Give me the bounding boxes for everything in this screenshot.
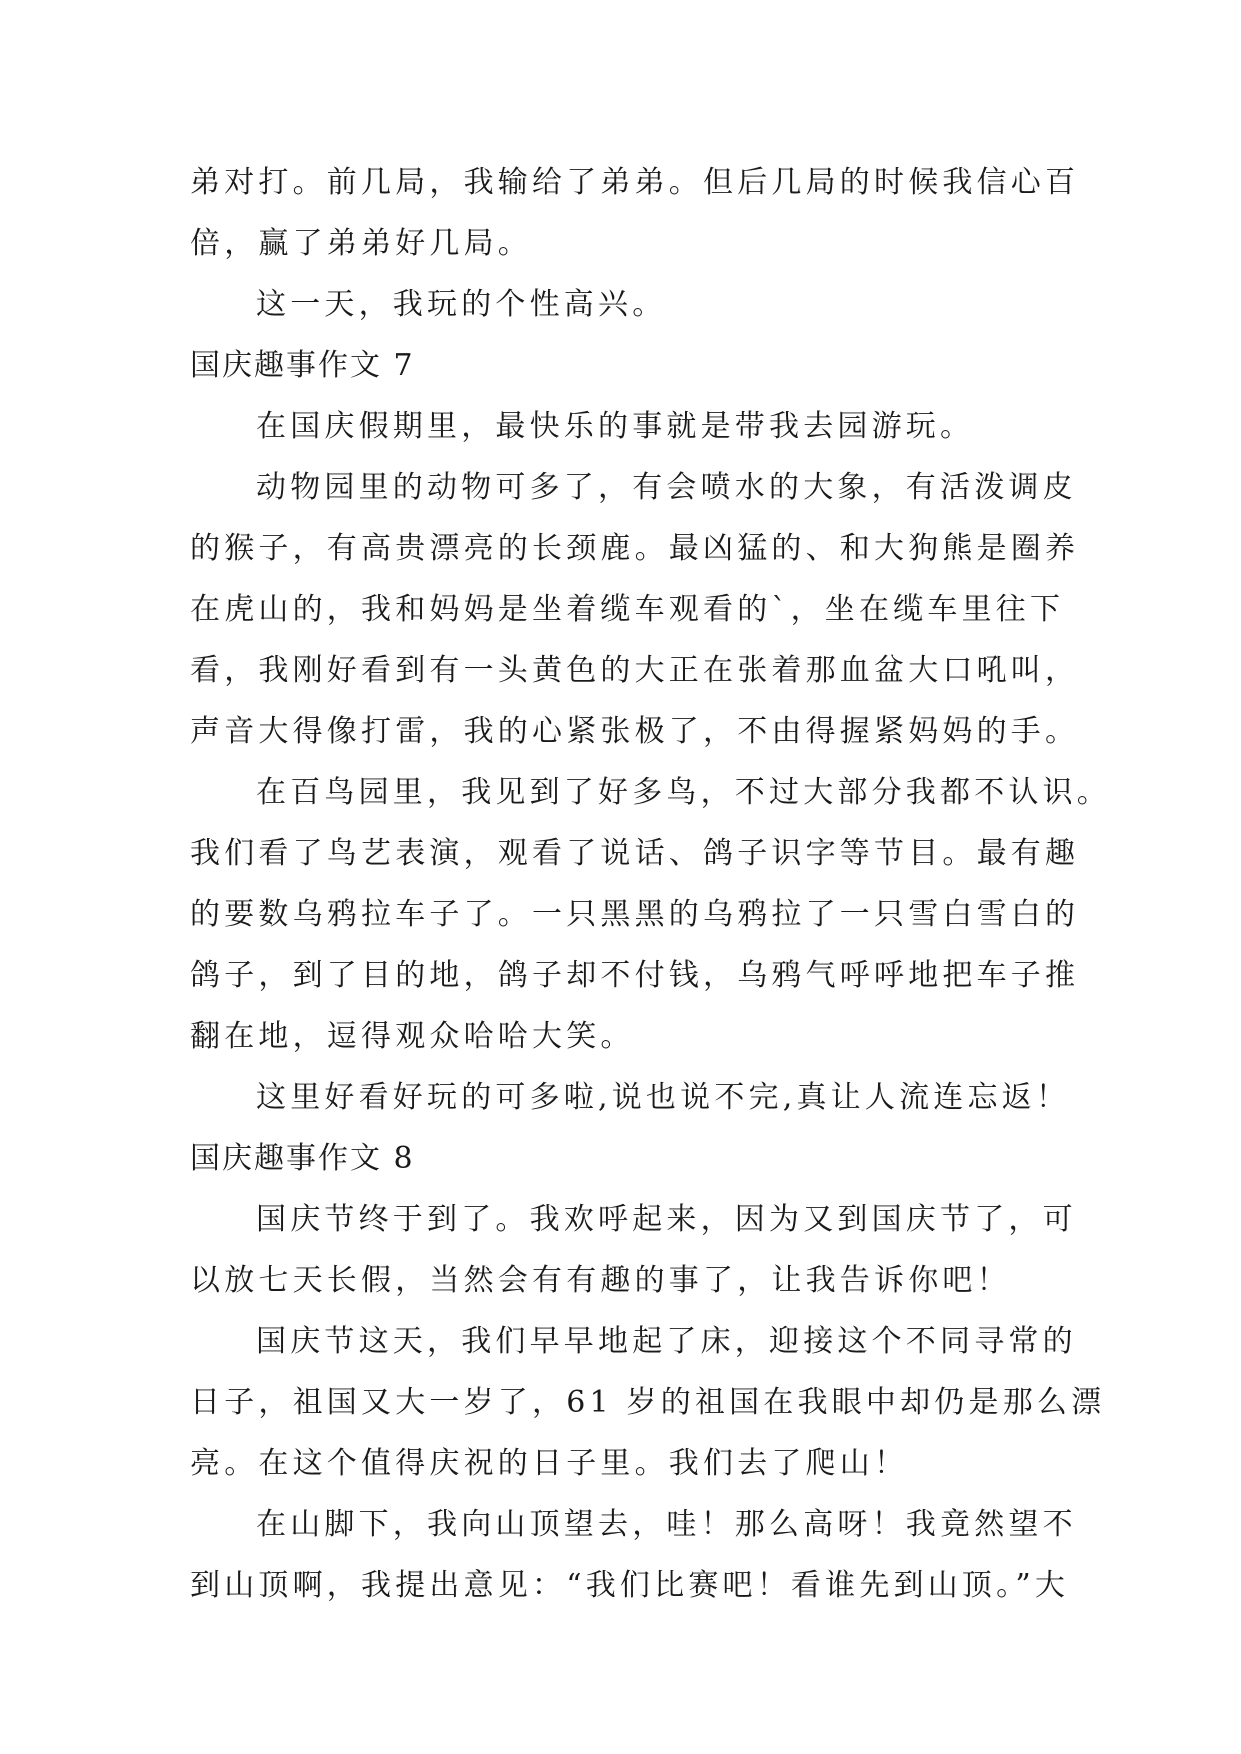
paragraph-start: 国庆节这天，我们早早地起了床，迎接这个不同寻常的: [256, 1324, 1077, 1359]
paragraph-start: 国庆节终于到了。我欢呼起来，因为又到国庆节了，可: [256, 1202, 1077, 1237]
text-line: 日子，祖国又大一岁了，61 岁的祖国在我眼中却仍是那么漂: [190, 1385, 1106, 1420]
text-line: 声音大得像打雷，我的心紧张极了，不由得握紧妈妈的手。: [190, 714, 1080, 749]
paragraph-start: 这里好看好玩的可多啦,说也说不完,真让人流连忘返！: [256, 1080, 1071, 1115]
text-line: 鸽子，到了目的地，鸽子却不付钱，乌鸦气呼呼地把车子推: [190, 958, 1080, 993]
text-line: 我们看了鸟艺表演，观看了说话、鸽子识字等节目。最有趣: [190, 836, 1080, 871]
text-line: 以放七天长假，当然会有有趣的事了，让我告诉你吧！: [190, 1263, 1011, 1298]
text-line: 翻在地，逗得观众哈哈大笑。: [190, 1019, 635, 1054]
text-line: 的猴子，有高贵漂亮的长颈鹿。最凶猛的、和大狗熊是圈养: [190, 531, 1080, 566]
paragraph-start: 在百鸟园里，我见到了好多鸟，不过大部分我都不认识。: [256, 775, 1111, 810]
text-line: 看，我刚好看到有一头黄色的大正在张着那血盆大口吼叫，: [190, 653, 1080, 688]
paragraph-start: 动物园里的动物可多了，有会喷水的大象，有活泼调皮: [256, 470, 1077, 505]
text-line: 在虎山的，我和妈妈是坐着缆车观看的`，坐在缆车里往下: [190, 592, 1065, 627]
text-line: 的要数乌鸦拉车子了。一只黑黑的乌鸦拉了一只雪白雪白的: [190, 897, 1080, 932]
paragraph-start: 这一天，我玩的个性高兴。: [256, 287, 667, 322]
paragraph-start: 在山脚下，我向山顶望去，哇！那么高呀！我竟然望不: [256, 1507, 1077, 1542]
section-heading: 国庆趣事作文 8: [190, 1141, 415, 1176]
paragraph-start: 在国庆假期里，最快乐的事就是带我去园游玩。: [256, 409, 975, 444]
text-line: 到山顶啊，我提出意见：“我们比赛吧！看谁先到山顶。”大: [190, 1568, 1070, 1603]
text-line: 弟对打。前几局，我输给了弟弟。但后几局的时候我信心百: [190, 165, 1080, 200]
section-heading: 国庆趣事作文 7: [190, 348, 415, 383]
document-body: [190, 152, 1111, 1616]
text-line: 亮。在这个值得庆祝的日子里。我们去了爬山！: [190, 1446, 909, 1481]
text-line: 倍，赢了弟弟好几局。: [190, 226, 532, 261]
